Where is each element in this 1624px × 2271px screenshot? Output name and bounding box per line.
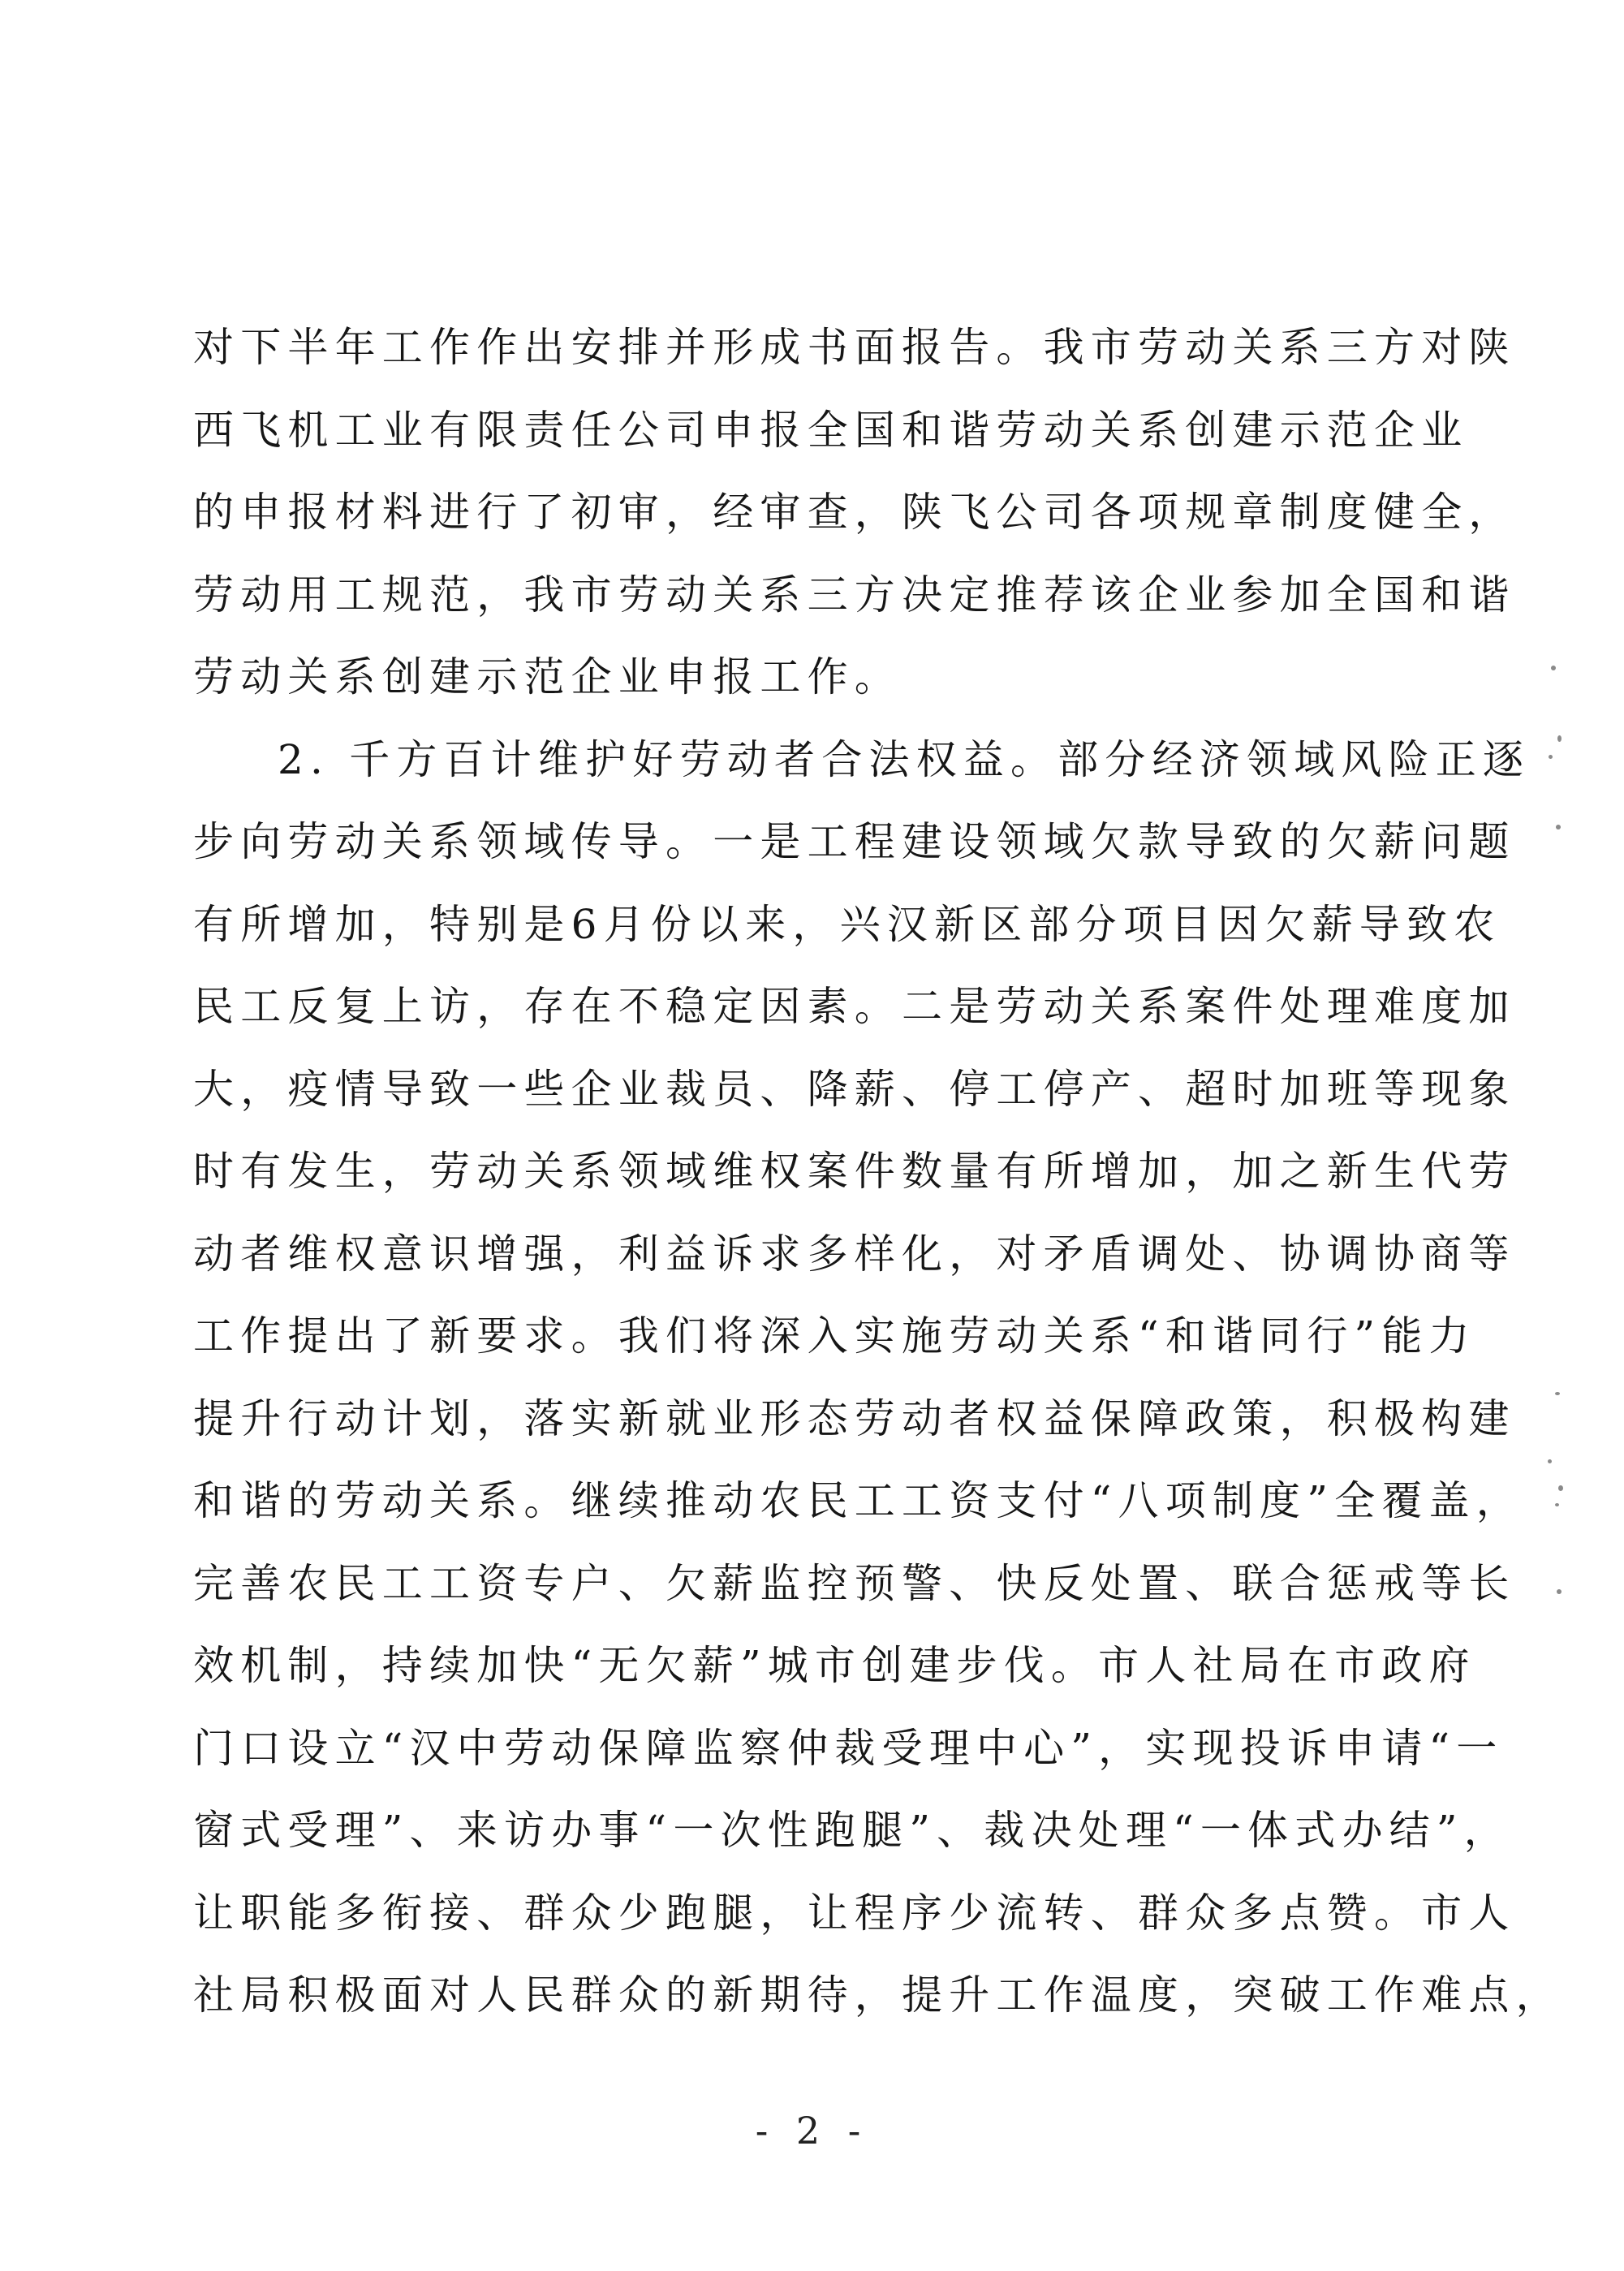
text-line: 工作提出了新要求。我们将深入实施劳动关系“和谐同行”能力 (193, 1312, 1476, 1360)
text-line: 有所增加，特别是6月份以来，兴汉新区部分项目因欠薪导致农 (193, 900, 1501, 948)
text-line: 西飞机工业有限责任公司申报全国和谐劳动关系创建示范企业 (193, 406, 1469, 454)
scan-mark (1557, 735, 1562, 742)
text-line: 大，疫情导致一些企业裁员、降薪、停工停产、超时加班等现象 (193, 1065, 1516, 1113)
scan-mark (1548, 1459, 1552, 1463)
section-heading-line: 2. 千方百计维护好劳动者合法权益。部分经济领域风险正逐 (278, 735, 1531, 783)
text-line: 民工反复上访，存在不稳定因素。二是劳动关系案件处理难度加 (193, 983, 1516, 1030)
text-line: 让职能多衔接、群众少跑腿，让程序少流转、群众多点赞。市人 (193, 1889, 1516, 1937)
scan-mark (1558, 1485, 1563, 1491)
text-line: 完善农民工工资专户、欠薪监控预警、快反处置、联合惩戒等长 (193, 1559, 1516, 1607)
text-line: 窗式受理”、来访办事“一次性跑腿”、裁决处理“一体式办结”， (193, 1807, 1511, 1854)
text-line: 劳动关系创建示范企业申报工作。 (193, 653, 902, 700)
page-number: - 2 - (755, 2109, 869, 2152)
scan-mark (1555, 1392, 1560, 1395)
text-line: 劳动用工规范，我市劳动关系三方决定推荐该企业参加全国和谐 (193, 571, 1516, 618)
text-line: 效机制，持续加快“无欠薪”城市创建步伐。市人社局在市政府 (193, 1642, 1476, 1689)
text-line: 门口设立“汉中劳动保障监察仲裁受理中心”，实现投诉申请“一 (193, 1724, 1504, 1772)
text-line: 动者维权意识增强，利益诉求多样化，对矛盾调处、协调协商等 (193, 1230, 1516, 1278)
text-line: 提升行动计划，落实新就业形态劳动者权益保障政策，积极构建 (193, 1394, 1516, 1442)
body-text (193, 307, 1563, 2037)
text-line: 时有发生，劳动关系领域维权案件数量有所增加，加之新生代劳 (193, 1148, 1516, 1195)
text-line: 和谐的劳动关系。继续推动农民工工资支付“八项制度”全覆盖， (193, 1477, 1523, 1524)
scan-mark (1556, 825, 1561, 830)
text-line: 对下半年工作作出安排并形成书面报告。我市劳动关系三方对陕 (193, 324, 1516, 371)
scan-mark (1557, 1589, 1562, 1594)
text-line: 社局积极面对人民群众的新期待，提升工作温度，突破工作难点， (193, 1972, 1563, 2019)
text-line: 步向劳动关系领域传导。一是工程建设领域欠款导致的欠薪问题 (193, 818, 1516, 865)
scan-mark (1549, 755, 1553, 759)
scan-mark (1551, 666, 1556, 670)
scan-mark (1555, 1503, 1559, 1506)
text-line: 的申报材料进行了初审，经审查，陕飞公司各项规章制度健全， (193, 489, 1516, 536)
